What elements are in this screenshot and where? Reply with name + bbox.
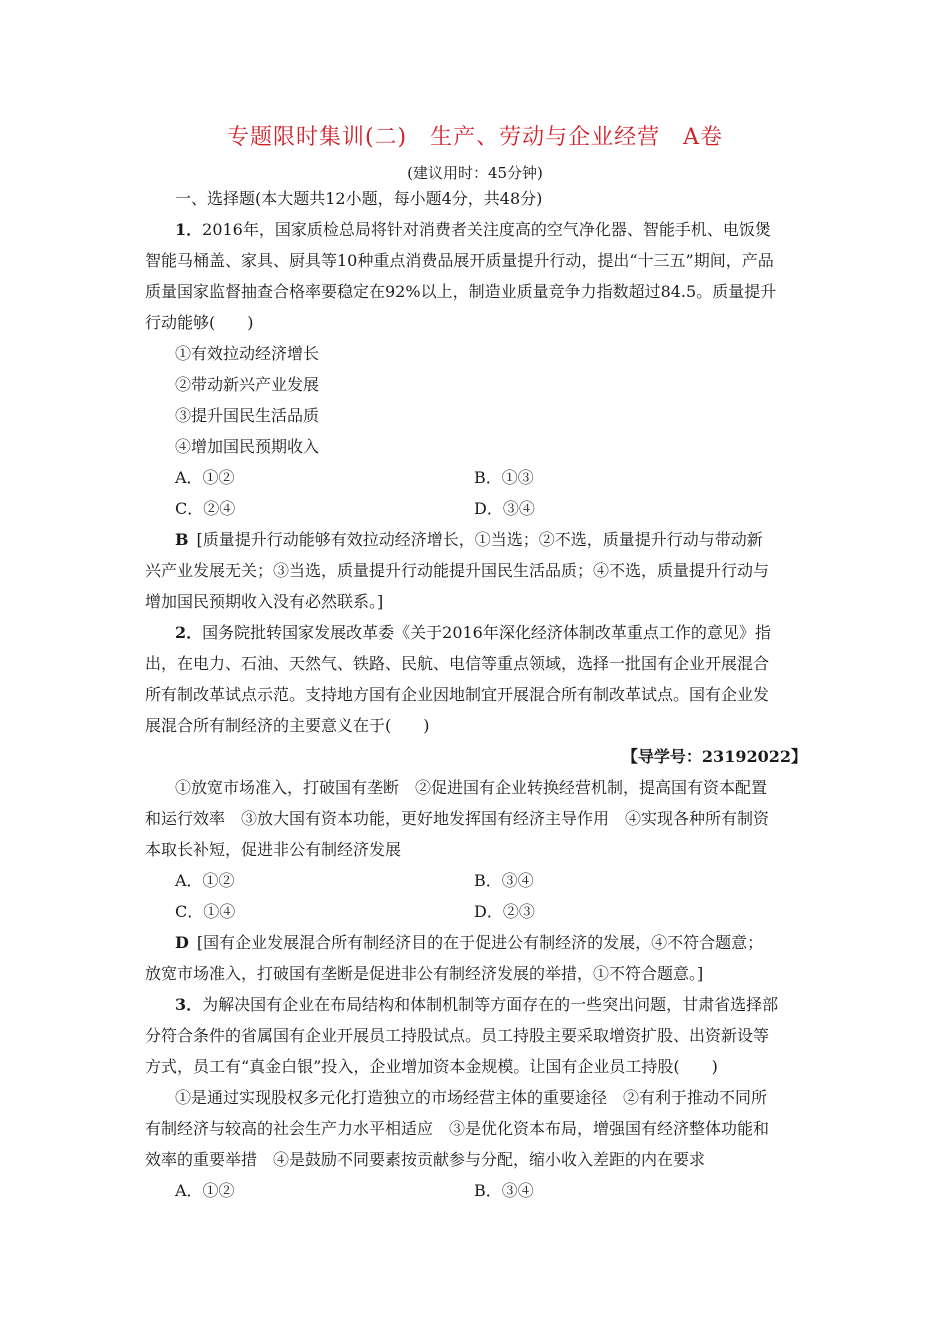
q2-line-2: 出，在电力、石油、天然气、铁路、民航、电信等重点领域，选择一批国有企业开展混合	[145, 654, 770, 673]
q2-items-2: 和运行效率 ③放大国有资本功能，更好地发挥国有经济主导作用 ④实现各种所有制资	[145, 809, 770, 828]
q1-item-4: ④增加国民预期收入	[175, 437, 320, 456]
q1-text-1: 2016年，国家质检总局将针对消费者关注度高的空气净化器、智能手机、电饭煲	[202, 220, 771, 239]
q3-line-3: 方式，员工有“真金白银”投入，企业增加资本金规模。让国有企业员工持股( )	[145, 1057, 718, 1076]
q1-number: 1．	[175, 220, 203, 239]
q1-line-4: 行动能够( )	[145, 313, 254, 332]
q1-line-2: 智能马桶盖、家具、厨具等10种重点消费品展开质量提升行动，提出“十三五”期间，产品	[145, 251, 774, 270]
q2-explanation-text: [国有企业发展混合所有制经济目的在于促进公有制经济的发展，④不符合题意；	[196, 933, 764, 952]
q2-explanation-1	[175, 932, 807, 954]
q1-option-b: B．①③	[474, 468, 534, 487]
q1-item-2: ②带动新兴产业发展	[175, 375, 320, 394]
q3-option-a: A．①②	[175, 1181, 235, 1200]
q3-items-3: 效率的重要举措 ④是鼓励不同要素按贡献参与分配，缩小收入差距的内在要求	[145, 1150, 706, 1169]
q1-explanation-1	[175, 529, 807, 551]
q3-items-2: 有制经济与较高的社会生产力水平相适应 ③是优化资本布局，增强国有经济整体功能和	[145, 1119, 770, 1138]
section-heading: 一、选择题(本大题共12小题，每小题4分，共48分)	[175, 189, 543, 208]
q1-option-a: A．①②	[175, 468, 235, 487]
q1-answer: B	[175, 530, 189, 549]
q1-line-1	[175, 219, 807, 241]
q2-line-3: 所有制改革试点示范。支持地方国有企业因地制宜开展混合所有制改革试点。国有企业发	[145, 685, 770, 704]
q3-items-1: ①是通过实现股权多元化打造独立的市场经营主体的重要途径 ②有利于推动不同所	[175, 1088, 768, 1107]
q2-line-4: 展混合所有制经济的主要意义在于( )	[145, 716, 430, 735]
q1-item-1: ①有效拉动经济增长	[175, 344, 320, 363]
q3-line-2: 分符合条件的省属国有企业开展员工持股试点。员工持股主要采取增资扩股、出资新设等	[145, 1026, 770, 1045]
q2-option-a: A．①②	[175, 871, 235, 890]
q2-line-1	[175, 622, 807, 644]
q1-explanation-2: 兴产业发展无关；③当选，质量提升行动能提升国民生活品质；④不选，质量提升行动与	[145, 561, 770, 580]
q1-item-3: ③提升国民生活品质	[175, 406, 320, 425]
q3-text-1: 为解决国有企业在布局结构和体制机制等方面存在的一些突出问题，甘肃省选择部	[202, 995, 779, 1014]
q2-explanation-2: 放宽市场准入，打破国有垄断是促进非公有制经济发展的举措，①不符合题意。]	[145, 964, 704, 983]
q1-explanation-text: [质量提升行动能够有效拉动经济增长，①当选；②不选，质量提升行动与带动新	[196, 530, 763, 549]
q2-option-c: C．①④	[175, 902, 236, 921]
q2-option-b: B．③④	[474, 871, 534, 890]
q1-option-d: D．③④	[474, 499, 535, 518]
q2-guide-number: 【导学号：23192022】	[621, 747, 807, 766]
suggested-time: (建议用时：45分钟)	[407, 164, 543, 182]
q2-text-1: 国务院批转国家发展改革委《关于2016年深化经济体制改革重点工作的意见》指	[202, 623, 771, 642]
q1-line-3: 质量国家监督抽查合格率要稳定在92%以上，制造业质量竞争力指数超过84.5。质量提升	[145, 282, 777, 301]
q3-line-1	[175, 994, 807, 1016]
q2-number: 2．	[175, 623, 203, 642]
q3-number: 3．	[175, 995, 203, 1014]
q1-option-c: C．②④	[175, 499, 236, 518]
q2-answer: D	[175, 933, 189, 952]
page-title: 专题限时集训(二) 生产、劳动与企业经营 A卷	[226, 125, 724, 150]
q2-items-3: 本取长补短，促进非公有制经济发展	[145, 840, 402, 859]
q2-option-d: D．②③	[474, 902, 535, 921]
q1-explanation-3: 增加国民预期收入没有必然联系。]	[145, 592, 384, 611]
q2-items-1: ①放宽市场准入，打破国有垄断 ②促进国有企业转换经营机制，提高国有资本配置	[175, 778, 768, 797]
q3-option-b: B．③④	[474, 1181, 534, 1200]
